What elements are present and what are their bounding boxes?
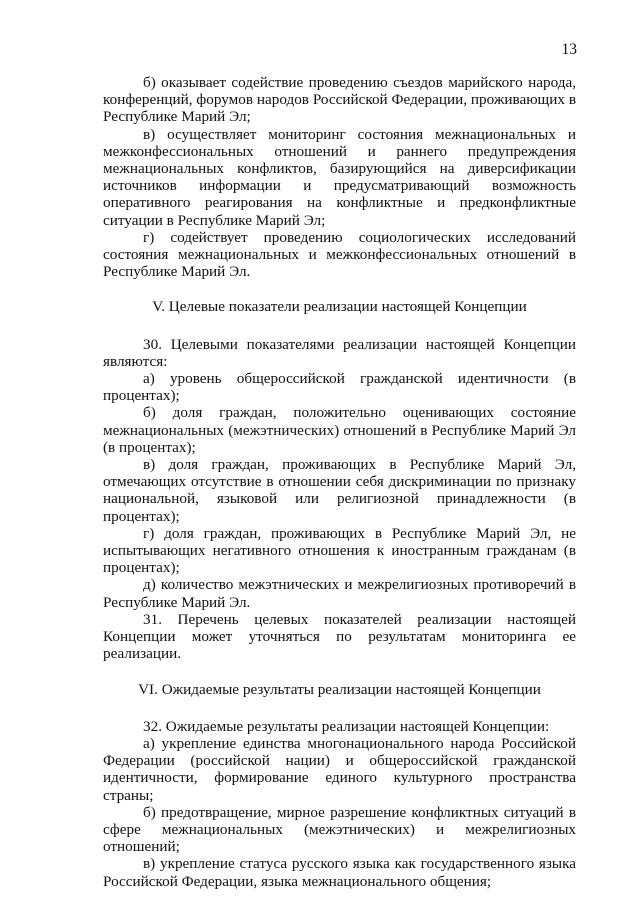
section-heading-5: V. Целевые показатели реализации настоящей Концепции (152, 298, 527, 316)
paragraph-b-congresses: б) оказывает содействие проведению съездов марийского народа, конференций, форумов народов Российской Федерации, проживающих в Республике Марий Эл; (103, 74, 576, 126)
paragraph-30-d: д) количество межэтнических и межрелигиозных противоречий в Республике Марий Эл. (103, 576, 576, 611)
paragraph-32-a: а) укрепление единства многонационального народа Российской Федерации (российской нации) и общероссийской гражданской идентичности, формирование единого культурного пространства страны; (103, 734, 576, 804)
paragraph-v-monitoring: в) осуществляет мониторинг состояния межнациональных и межконфессиональных отношений и раннего предупреждения межнациональных конфликтов, базирующийся на диверсификации источников информации и предусматривающий возможность оперативного реагирования на конфликтные и предконфликтные ситуации в Республике Марий Эл; (103, 125, 576, 229)
paragraph-31: 31. Перечень целевых показателей реализации настоящей Концепции может уточняться по результатам мониторинга ее реализации. (103, 610, 576, 663)
section-heading-6: VI. Ожидаемые результаты реализации настоящей Концепции (138, 680, 541, 698)
paragraph-32-b: б) предотвращение, мирное разрешение конфликтных ситуаций в сфере межнациональных (межэтнических) и межрелигиозных отношений; (103, 803, 576, 856)
paragraph-32-intro: 32. Ожидаемые результаты реализации настоящей Концепции: (143, 717, 550, 735)
paragraph-30-intro: 30. Целевыми показателями реализации настоящей Концепции являются: (103, 335, 576, 370)
paragraph-30-b: б) доля граждан, положительно оценивающих состояние межнациональных (межэтнических) отношений в Республике Марий Эл (в процентах); (103, 404, 576, 456)
paragraph-30-g: г) доля граждан, проживающих в Республике Марий Эл, не испытывающих негативного отношения к иностранным гражданам (в процентах); (103, 524, 576, 577)
paragraph-g-research: г) содействует проведению социологических исследований состояния межнациональных и межконфессиональных отношений в Республике Марий Эл. (103, 228, 576, 281)
paragraph-32-v: в) укрепление статуса русского языка как государственного языка Российской Федерации, языка межнационального общения; (103, 855, 576, 890)
paragraph-30-a: а) уровень общероссийской гражданской идентичности (в процентах); (103, 370, 576, 405)
page-number: 13 (561, 41, 577, 58)
body-text (103, 74, 576, 890)
paragraph-30-v: в) доля граждан, проживающих в Республике Марий Эл, отмечающих отсутствие в отношении себя дискриминации по признаку национальной, языковой или религиозной принадлежности (в процентах); (103, 456, 576, 525)
